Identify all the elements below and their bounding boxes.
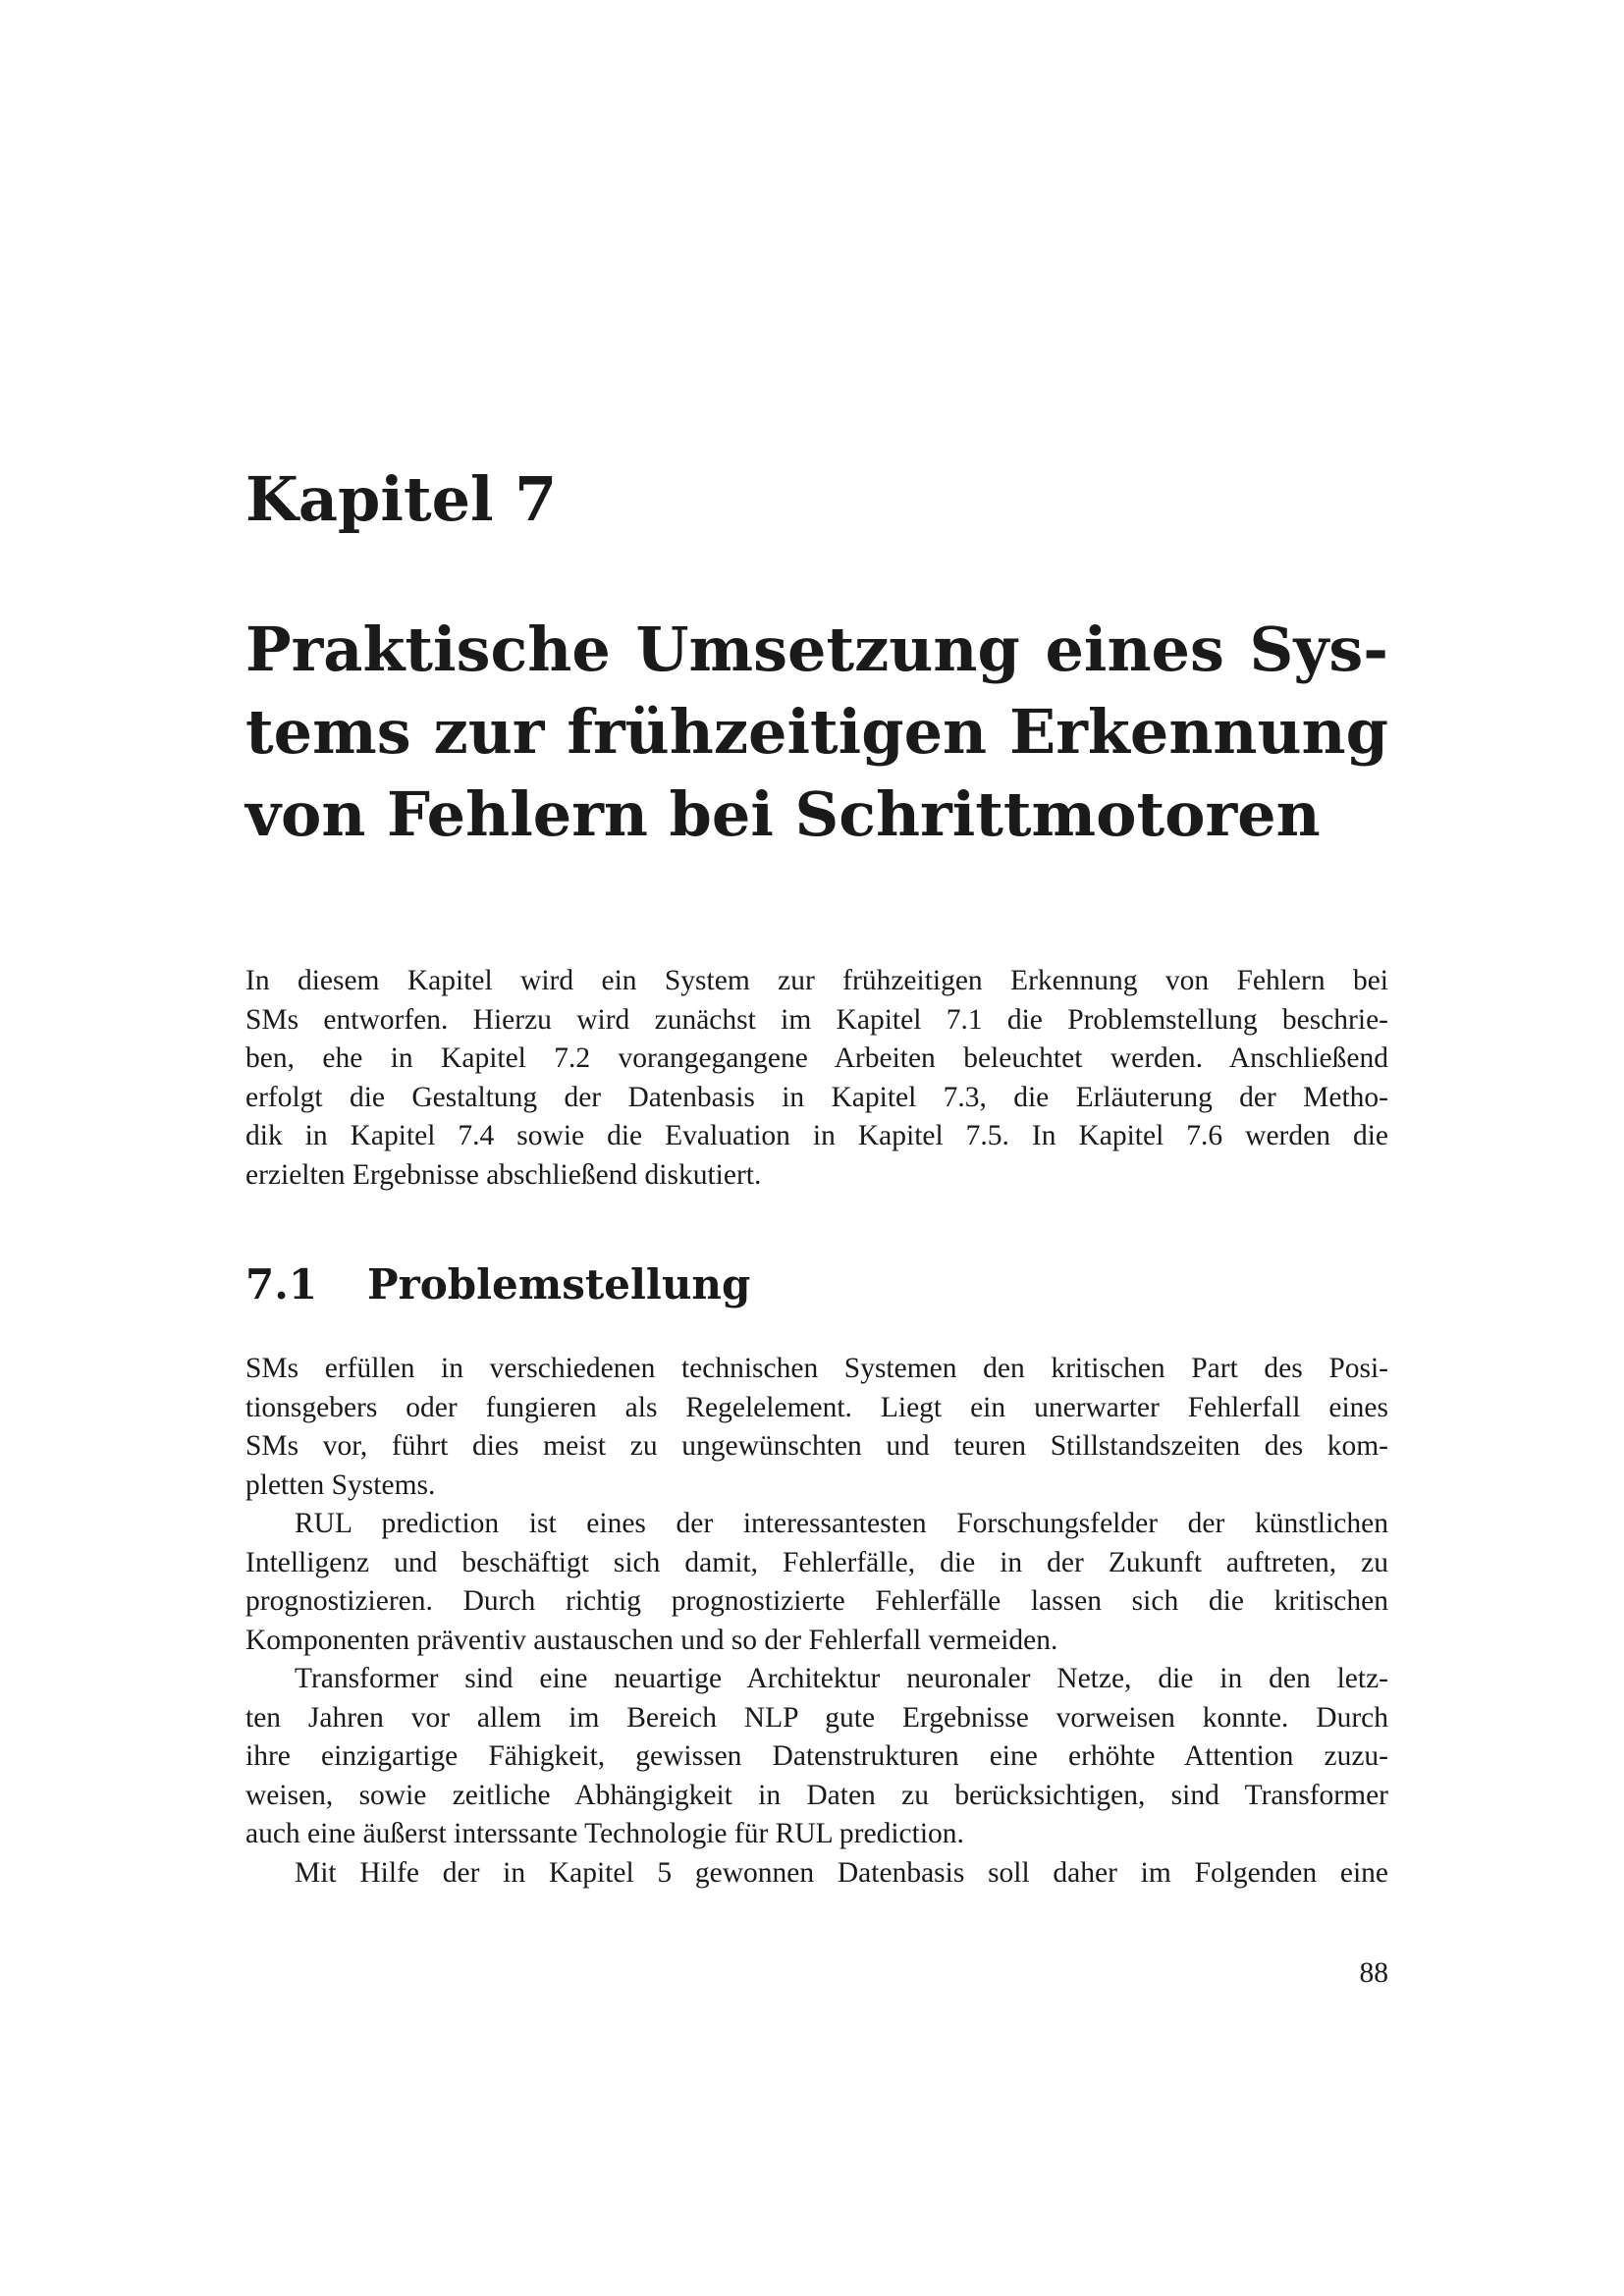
text-line: ihre einzigartige Fähigkeit, gewissen Datenstrukturen eine erhöhte Attention zuzu- [245,1740,1388,1772]
chapter-title [245,609,1388,856]
text-line: tionsgebers oder fungieren als Regelelement. Liegt ein unerwarter Fehlerfall eines [245,1391,1388,1423]
text-line: SMs vor, führt dies meist zu ungewünschten und teuren Stillstandszeiten des kom- [245,1430,1388,1462]
text-line: Intelligenz und beschäftigt sich damit, Fehlerfälle, die in der Zukunft auftreten, zu [245,1546,1388,1578]
text-line: weisen, sowie zeitliche Abhängigkeit in Daten zu berücksichtigen, sind Transformer [245,1779,1388,1811]
text-line: erfolgt die Gestaltung der Datenbasis in Kapitel 7.3, die Erläuterung der Metho- [245,1081,1388,1113]
text-line: SMs entworfen. Hierzu wird zunächst im Kapitel 7.1 die Problemstellung beschrie- [245,1003,1388,1036]
text-line: Mit Hilfe der in Kapitel 5 gewonnen Datenbasis soll daher im Folgenden eine [295,1856,1388,1889]
section-body [245,1350,1388,1893]
text-line: erzielten Ergebnisse abschließend diskutiert. [245,1158,762,1191]
chapter-title-line: von Fehlern bei Schrittmotoren [245,778,1321,850]
chapter-title-line: tems zur frühzeitigen Erkennung [245,696,1388,768]
text-line: Transformer sind eine neuartige Architektur neuronaler Netze, die in den letz- [295,1663,1388,1694]
chapter-title-line: Praktische Umsetzung eines Sys- [245,614,1388,685]
paragraph [245,1854,1388,1894]
text-line: pletten Systems. [245,1468,436,1501]
text-line: SMs erfüllen in verschiedenen technischen Systemen den kritischen Part des Posi- [245,1353,1388,1384]
section-number: 7.1 [245,1260,318,1308]
chapter-label: Kapitel 7 [245,463,558,535]
section-heading [245,1260,751,1308]
section-title: Problemstellung [367,1260,751,1308]
text-line: RUL prediction ist eines der interessantesten Forschungsfelder der künstlichen [295,1508,1388,1539]
text-line: ben, ehe in Kapitel 7.2 vorangegangene Arbeiten beleuchtet werden. Anschließend [245,1042,1388,1074]
text-line: ten Jahren vor allem im Bereich NLP gute Ergebnisse vorweisen konnte. Durch [245,1701,1388,1734]
paragraph [245,1505,1388,1660]
page-number: 88 [1359,1957,1388,1989]
intro-paragraph [245,962,1388,1195]
text-line: auch eine äußerst interssante Technologie für RUL prediction. [245,1818,964,1849]
text-line: dik in Kapitel 7.4 sowie die Evaluation in Kapitel 7.5. In Kapitel 7.6 werden die [245,1120,1388,1151]
text-line: In diesem Kapitel wird ein System zur frühzeitigen Erkennung von Fehlern bei [245,965,1388,996]
paragraph [245,1350,1388,1505]
text-line: prognostizieren. Durch richtig prognostizierte Fehlerfälle lassen sich die kritischen [245,1585,1388,1617]
text-line: Komponenten präventiv austauschen und so der Fehlerfall vermeiden. [245,1624,1058,1656]
paragraph [245,1660,1388,1854]
